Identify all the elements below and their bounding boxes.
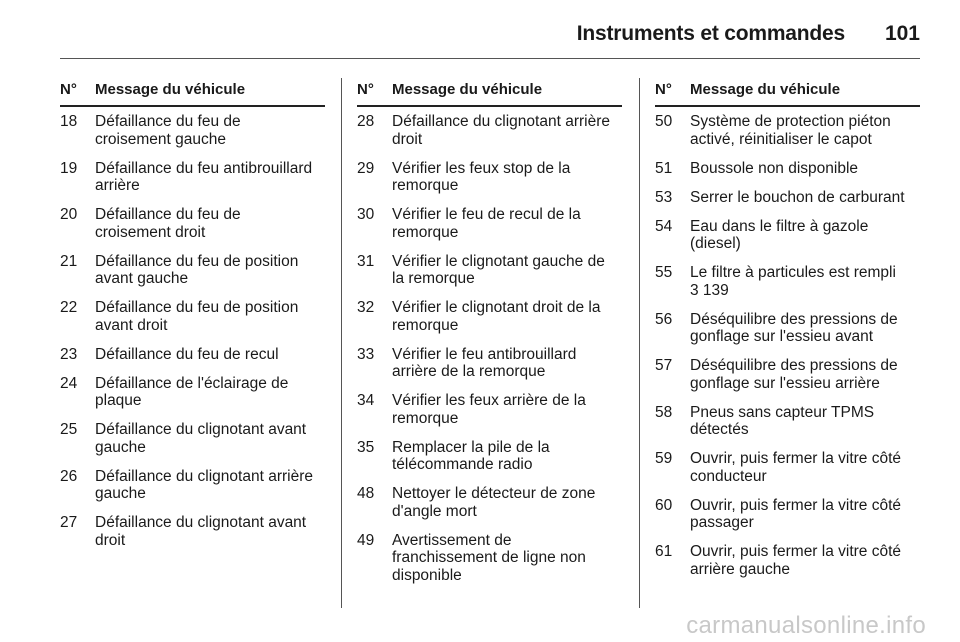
message-number: 29	[357, 159, 375, 177]
header-message: Message du véhicule	[690, 81, 841, 98]
table-row	[60, 206, 325, 241]
message-number: 19	[60, 159, 78, 177]
table-row	[655, 543, 920, 578]
watermark: carmanualsonline.info	[686, 612, 926, 639]
message-text: Remplacer la pile de la télécommande radio	[392, 438, 550, 473]
message-text: Déséquilibre des pressions de gonflage sur l'essieu avant	[690, 310, 898, 345]
message-number: 60	[655, 496, 673, 514]
table-header	[357, 78, 622, 107]
header-number: N°	[60, 81, 77, 98]
message-number: 31	[357, 252, 375, 270]
message-number: 56	[655, 310, 673, 328]
message-table	[0, 78, 960, 608]
message-text: Défaillance du feu de croisement droit	[95, 206, 241, 241]
message-text: Vérifier les feux stop de la remorque	[392, 159, 571, 194]
message-text: Vérifier le clignotant gauche de la remorque	[392, 252, 605, 287]
table-row	[60, 113, 325, 148]
message-text: Défaillance du clignotant avant gauche	[95, 421, 307, 456]
message-number: 48	[357, 485, 375, 502]
message-text: Vérifier le clignotant droit de la remorque	[392, 299, 601, 334]
page-title: Instruments et commandes	[576, 22, 845, 45]
message-number: 21	[60, 252, 78, 270]
message-text: Boussole non disponible	[690, 159, 859, 177]
table-row	[357, 392, 622, 427]
message-text: Vérifier le feu antibrouillard arrière de la remorque	[392, 345, 577, 380]
message-text: Défaillance du clignotant avant droit	[95, 514, 307, 549]
message-number: 20	[60, 206, 78, 223]
message-number: 25	[60, 421, 78, 438]
message-text: Vérifier les feux arrière de la remorque	[392, 392, 586, 427]
message-number: 28	[357, 113, 375, 130]
table-row	[60, 468, 325, 503]
message-text: Défaillance du feu de position avant droit	[95, 299, 299, 334]
header-rule	[60, 58, 920, 59]
table-row	[655, 404, 920, 439]
message-text: Ouvrir, puis fermer la vitre côté conducteur	[690, 450, 902, 485]
header-number: N°	[655, 81, 672, 98]
message-number: 58	[655, 403, 673, 421]
table-row	[655, 357, 920, 392]
table-row	[60, 375, 325, 410]
message-number: 55	[655, 264, 673, 281]
table-row	[655, 311, 920, 346]
message-number: 18	[60, 113, 78, 130]
message-number: 49	[357, 531, 375, 549]
message-number: 61	[655, 543, 673, 560]
page-header	[0, 14, 960, 50]
message-number: 27	[60, 514, 78, 531]
message-text: Défaillance de l'éclairage de plaque	[95, 374, 289, 409]
table-column-2	[357, 78, 622, 596]
table-row	[60, 421, 325, 456]
table-row	[60, 160, 325, 195]
message-number: 34	[357, 392, 375, 409]
column-divider	[341, 78, 342, 608]
message-text: Serrer le bouchon de carburant	[690, 188, 905, 206]
table-row	[655, 497, 920, 532]
page-number: 101	[884, 22, 920, 45]
message-text: Déséquilibre des pressions de gonflage sur l'essieu arrière	[690, 357, 898, 392]
header-number: N°	[357, 81, 374, 98]
table-header	[655, 78, 920, 107]
table-row	[357, 253, 622, 288]
message-text: Eau dans le filtre à gazole (diesel)	[690, 217, 869, 252]
table-row	[655, 218, 920, 253]
column-divider	[639, 78, 640, 608]
message-text: Ouvrir, puis fermer la vitre côté passager	[690, 496, 902, 531]
table-rows	[60, 113, 325, 549]
message-number: 30	[357, 206, 375, 223]
message-text: Le filtre à particules est rempli 3 139	[690, 264, 896, 299]
message-number: 59	[655, 450, 673, 467]
message-number: 22	[60, 299, 78, 316]
table-row	[60, 253, 325, 288]
table-row	[357, 206, 622, 241]
message-text: Défaillance du feu antibrouillard arrière	[95, 159, 313, 194]
message-number: 53	[655, 188, 673, 206]
table-column-1	[60, 78, 325, 561]
table-row	[357, 439, 622, 474]
table-row	[357, 485, 622, 520]
table-column-3	[655, 78, 920, 590]
table-row	[655, 160, 920, 178]
message-number: 32	[357, 299, 375, 316]
table-row	[655, 264, 920, 299]
table-row	[655, 189, 920, 207]
table-row	[357, 346, 622, 381]
message-number: 50	[655, 113, 673, 130]
header-message: Message du véhicule	[392, 81, 543, 98]
table-header	[60, 78, 325, 107]
message-number: 33	[357, 345, 375, 363]
table-row	[357, 113, 622, 148]
message-text: Système de protection piéton activé, réinitialiser le capot	[690, 113, 891, 148]
table-row	[60, 346, 325, 364]
message-text: Vérifier le feu de recul de la remorque	[392, 206, 581, 241]
table-row	[655, 450, 920, 485]
message-text: Pneus sans capteur TPMS détectés	[690, 403, 875, 438]
table-rows	[357, 113, 622, 584]
message-text: Avertissement de franchissement de ligne non disponible	[392, 531, 586, 584]
message-number: 54	[655, 217, 673, 235]
message-number: 57	[655, 357, 673, 374]
table-row	[357, 160, 622, 195]
message-text: Défaillance du clignotant arrière droit	[392, 113, 610, 148]
message-number: 26	[60, 467, 78, 485]
table-row	[357, 532, 622, 585]
table-row	[60, 299, 325, 334]
message-number: 51	[655, 159, 673, 177]
message-number: 23	[60, 345, 78, 363]
header-message: Message du véhicule	[95, 81, 246, 98]
table-row	[60, 514, 325, 549]
table-rows	[655, 113, 920, 578]
message-text: Ouvrir, puis fermer la vitre côté arrière gauche	[690, 543, 902, 578]
message-number: 24	[60, 374, 78, 392]
message-text: Nettoyer le détecteur de zone d'angle mort	[392, 485, 596, 520]
message-text: Défaillance du feu de croisement gauche	[95, 113, 241, 148]
table-row	[655, 113, 920, 148]
message-text: Défaillance du feu de position avant gauche	[95, 252, 299, 287]
table-row	[357, 299, 622, 334]
message-text: Défaillance du feu de recul	[95, 345, 279, 363]
message-number: 35	[357, 438, 375, 456]
message-text: Défaillance du clignotant arrière gauche	[95, 467, 313, 502]
